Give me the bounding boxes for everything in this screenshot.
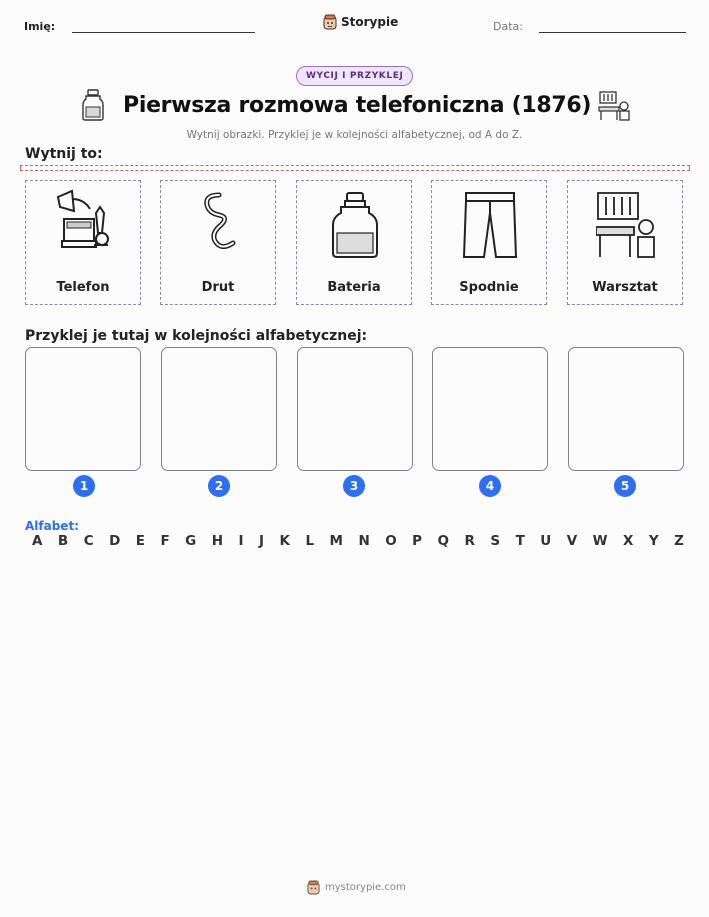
card-bateria[interactable]	[296, 180, 412, 305]
paste-slot-2[interactable]	[161, 347, 277, 471]
footer	[307, 880, 406, 895]
paste-slot-3[interactable]	[297, 347, 413, 471]
cut-heading: Wytnij to:	[25, 146, 103, 162]
alphabet-letter: R	[464, 533, 475, 549]
name-label: Imię:	[24, 20, 56, 33]
slot-number: 5	[614, 475, 636, 497]
logo	[323, 14, 398, 30]
name-line[interactable]	[72, 32, 255, 33]
card-warsztat[interactable]	[567, 180, 683, 305]
alphabet-letter: U	[540, 533, 552, 549]
workshop-icon	[598, 91, 630, 121]
card-label: Bateria	[327, 280, 381, 295]
alphabet-letter: D	[109, 533, 121, 549]
slot-number: 1	[73, 475, 95, 497]
alphabet-row	[32, 533, 684, 549]
alphabet-letter: Z	[674, 533, 684, 549]
slot-number: 3	[343, 475, 365, 497]
trousers-icon	[460, 189, 520, 261]
alphabet-letter: Q	[437, 533, 450, 549]
alphabet-letter: H	[211, 533, 224, 549]
card-telefon[interactable]	[25, 180, 141, 305]
wire-icon	[189, 189, 249, 259]
card-drut[interactable]	[160, 180, 276, 305]
card-label: Spodnie	[459, 280, 519, 295]
date-line[interactable]	[539, 32, 686, 33]
battery-jar-icon	[325, 189, 385, 259]
slot-number: 2	[208, 475, 230, 497]
alphabet-letter: J	[259, 533, 265, 549]
battery-jar-icon	[81, 89, 105, 121]
alphabet-letter: K	[279, 533, 290, 549]
workshop-icon	[596, 189, 656, 259]
alphabet-letter: A	[32, 533, 43, 549]
alphabet-letter: T	[515, 533, 525, 549]
activity-badge: WYCIJ I PRZYKLEJ	[296, 66, 413, 86]
storypie-mascot-icon	[323, 14, 337, 30]
alphabet-letter: S	[490, 533, 501, 549]
paste-slot-4[interactable]	[432, 347, 548, 471]
telephone-icon	[54, 189, 114, 259]
alphabet-letter: L	[305, 533, 315, 549]
alphabet-letter: G	[185, 533, 197, 549]
instructions: Wytnij obrazki. Przyklej je w kolejności alfabetycznej, od A do Z.	[186, 129, 523, 141]
logo-text: Storypie	[341, 15, 399, 29]
alphabet-letter: C	[83, 533, 94, 549]
paste-slot-5[interactable]	[568, 347, 684, 471]
footer-link[interactable]: mystorypie.com	[325, 882, 406, 893]
alphabet-letter: X	[623, 533, 634, 549]
storypie-mascot-icon	[307, 880, 320, 895]
card-label: Warsztat	[592, 280, 658, 295]
alphabet-letter: E	[135, 533, 145, 549]
paste-heading: Przyklej je tutaj w kolejności alfabetycznej:	[25, 328, 368, 344]
paste-slot-1[interactable]	[25, 347, 141, 471]
page-title: Pierwsza rozmowa telefoniczna (1876)	[123, 93, 592, 118]
card-label: Drut	[201, 280, 235, 295]
alphabet-letter: B	[57, 533, 69, 549]
alphabet-letter: V	[566, 533, 578, 549]
card-label: Telefon	[56, 280, 110, 295]
slot-number: 4	[479, 475, 501, 497]
alphabet-letter: I	[238, 533, 244, 549]
alphabet-letter: O	[385, 533, 397, 549]
cut-line	[20, 165, 690, 171]
card-spodnie[interactable]	[431, 180, 547, 305]
date-label: Data:	[493, 20, 523, 33]
alphabet-heading: Alfabet:	[25, 519, 79, 533]
alphabet-letter: P	[412, 533, 423, 549]
alphabet-letter: W	[592, 533, 608, 549]
alphabet-letter: N	[358, 533, 370, 549]
alphabet-letter: F	[160, 533, 170, 549]
alphabet-letter: M	[329, 533, 343, 549]
alphabet-letter: Y	[648, 533, 659, 549]
